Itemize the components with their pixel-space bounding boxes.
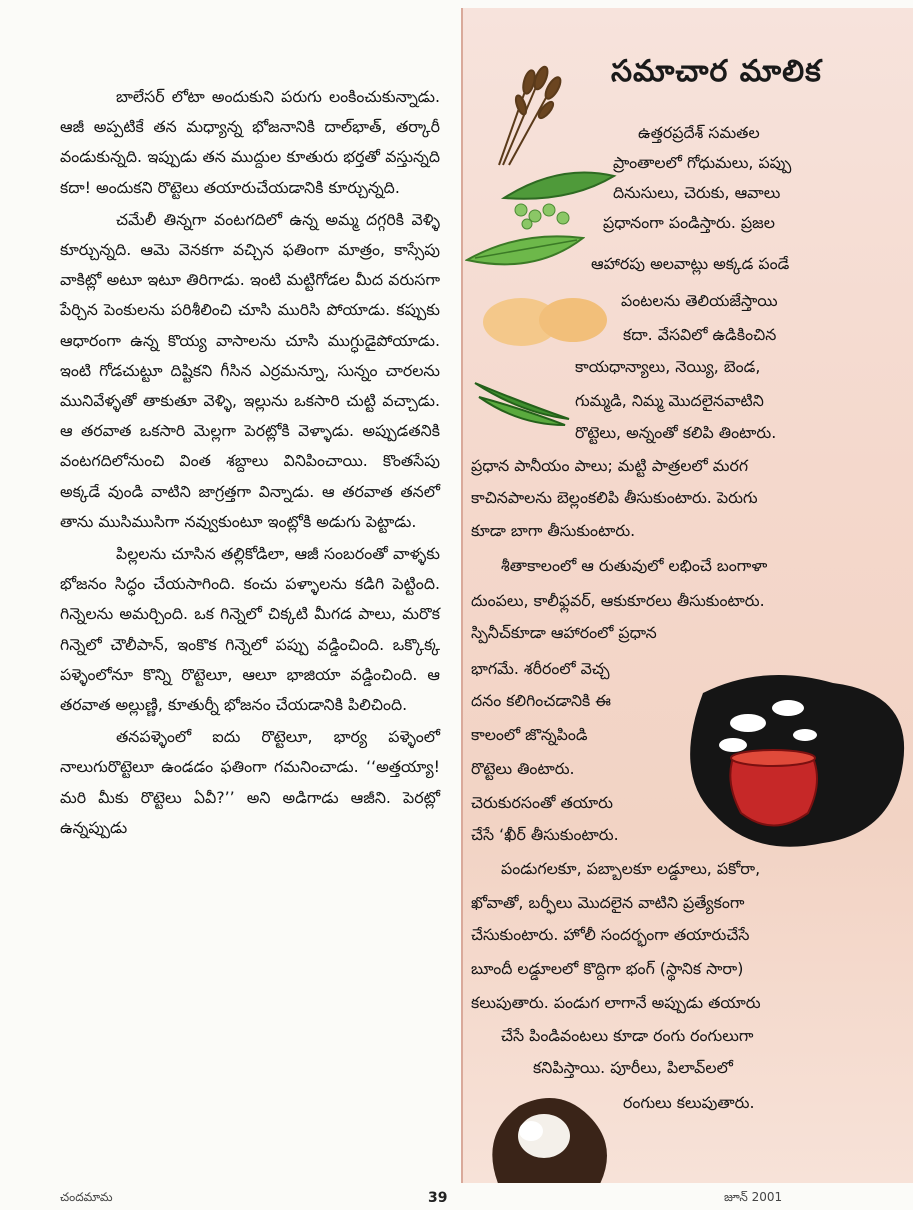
- info-line: రొట్టెలు, అన్నంతో కలిపి తింటారు.: [575, 423, 777, 442]
- info-line: రొట్టెలు తింటారు.: [471, 759, 575, 778]
- story-paragraph-2: చమేలీ తిన్నగా వంటగదిలో ఉన్న అమ్మ దగ్గరికి వెళ్ళి కూర్చున్నది. ఆమె వెనకగా వచ్చిన ఫతింగా మాత్రం, కాస్సేపు వాకిట్లో అటూ ఇటూ తిరిగాడు. ఇంటి మట్టిగోడల మీద వరుసగా పేర్చిన పెంకులను పరిశీలించి చూసి మురిసి పోయాడు. కప్పుకు ఆధారంగా ఉన్న కొయ్య వాసాలను చూసి ముగ్ధుడైపోయాడు. ఇంటి గోడచుట్టూ దిష్టికని గీసిన ఎర్రమన్నూ, సున్నం చారలను మునివేళ్ళతో తాకుతూ వెళ్ళి, ఇల్లును ఒకసారి చుట్టి వచ్చాడు. ఆ తరవాత ఒకసారి మెల్లగా పెరట్లోకి వెళ్ళాడు. అప్పుడతనికి వంటగదిలోనుంచి వింత శబ్దాలు వినిపించాయి. కొంతసేపు అక్కడే వుండి వాటిని జాగ్రత్తగా విన్నాడు. ఆ తరవాత తనలో తాను ముసిముసిగా నవ్వుకుంటూ ఇంట్లోకి అడుగు పెట్టాడు.: [60, 209, 440, 531]
- info-line: పంటలను తెలియజేస్తాయి: [621, 291, 778, 310]
- info-line: భాగమే. శరీరంలో వెచ్చ: [471, 659, 610, 678]
- info-line: ఉత్తరప్రదేశ్ సమతల: [638, 123, 760, 142]
- story-paragraph-1: బాలేసర్ లోటా అందుకుని పరుగు లంకించుకున్నాడు. ఆజీ అప్పటికే తన మధ్యాన్న భోజనానికి దాల్‌భాత్, తర్కారీ వండుకున్నది. ఇప్పుడు తన ముద్దుల కూతురు భర్తతో వస్తున్నది కదా! అందుకని రొట్టెలు తయారుచేయడానికి కూర్చున్నది.: [60, 87, 440, 197]
- info-line: బూందీ లడ్డూలలో కొద్దిగా భంగ్ (స్థానిక సారా): [471, 959, 744, 978]
- info-line: చేసే ‘ఖీర్ తీసుకుంటారు.: [471, 825, 619, 844]
- wheat-icon: [491, 60, 571, 170]
- info-line: ప్రధాన పానీయం పాలు; మట్టి పాత్రలలో మరగ: [471, 456, 749, 475]
- beans-icon: [473, 373, 573, 428]
- info-line: చెరుకురసంతో తయారు: [471, 793, 613, 812]
- info-line: రంగులు కలుపుతారు.: [623, 1093, 755, 1112]
- info-line: పండుగలకూ, పబ్బాలకూ లడ్డూలు, పకోరా,: [501, 859, 761, 878]
- issue-date: జూన్ 2001: [724, 1190, 783, 1204]
- info-line: స్పినీచ్‌కూడా ఆహారంలో ప్రధాన: [471, 623, 657, 642]
- info-line: దుంపలు, కాలీఫ్లవర్, ఆకుకూరలు తీసుకుంటారు.: [471, 591, 765, 610]
- story-column: [60, 82, 440, 843]
- info-line: దనం కలిగించడానికి ఈ: [471, 691, 612, 710]
- info-line: ప్రాంతాలలో గోధుమలు, పప్పు: [613, 153, 792, 172]
- info-line: కూడా బాగా తీసుకుంటారు.: [471, 521, 636, 540]
- info-line: గుమ్మడి, నిమ్మ మొదలైనవాటిని: [575, 391, 764, 410]
- info-line: చేసే పిండివంటలు కూడా రంగు రంగులుగా: [501, 1026, 754, 1045]
- info-line: కలుపుతారు. పండుగ లాగానే అప్పుడు తయారు: [471, 993, 761, 1012]
- info-line: ఆహారపు అలవాట్లు అక్కడ పండే: [591, 254, 790, 273]
- story-paragraph-4: తనపళ్ళెంలో ఐదు రొట్టెలూ, భార్య పళ్ళెంలో నాలుగురొట్టెలూ ఉండడం ఫతింగా గమనించాడు. ‘‘అత్తయ్యా! మరి మీకు రొట్టెలు ఏవీ?’’ అని అడిగాడు ఆజీని. పెరట్లో ఉన్నప్పుడు: [60, 727, 440, 837]
- story-paragraph-3: పిల్లలను చూసిన తల్లికోడిలా, ఆజీ సంబరంతో వాళ్ళకు భోజనం సిద్ధం చేయసాగింది. కంచు పళ్ళాలను కడిగి పెట్టింది. గిన్నెలను అమర్చింది. ఒక గిన్నెలో చిక్కటి మీగడ పాలు, మరొక గిన్నెలో చౌలీపాన్, ఇంకొక గిన్నెలో పప్పు వడ్డించింది. ఒక్కొక్క పళ్ళెంలోనూ కొన్ని రొట్టెలూ, ఆలూ భాజియా వడ్డించింది. ఆ తరవాత అల్లుణ్ణి, కూతుర్నీ భోజనం చేయడానికి పిలిచింది.: [60, 544, 440, 715]
- info-line: కాయధాన్యాలు, నెయ్యి, బెండ,: [575, 357, 761, 376]
- potato-icon: [481, 290, 611, 355]
- flower-icon: [469, 1086, 619, 1183]
- magazine-name: చందమామ: [60, 1190, 113, 1204]
- page-number: 39: [428, 1190, 448, 1206]
- info-line: చేసుకుంటారు. హోలీ సందర్భంగా తయారుచేసే: [471, 925, 750, 944]
- info-line: శీతాకాలంలో ఆ రుతువులో లభించే బంగాళా: [501, 556, 768, 575]
- info-line: కాలంలో జొన్నపిండి: [471, 725, 588, 744]
- info-line: కనిపిస్తాయి. పూరీలు, పిలావ్‌లలో: [533, 1058, 733, 1077]
- info-line: కాచినపాలను బెల్లంకలిపి తీసుకుంటారు. పెరుగు: [471, 488, 758, 507]
- leaf-icon: [465, 230, 585, 280]
- pot-icon: [663, 663, 913, 863]
- info-line: దినుసులు, చెరుకు, ఆవాలు: [613, 183, 781, 202]
- info-line: ఖోవాతో, బర్ఫీలు మొదలైన వాటిని ప్రత్యేకంగా: [471, 893, 745, 912]
- panel-title: సమాచార మాలిక: [611, 54, 822, 89]
- pea-pod-icon: [499, 158, 619, 230]
- info-panel: [461, 8, 913, 1183]
- info-line: ప్రధానంగా పండిస్తారు. ప్రజల: [603, 213, 775, 232]
- info-line: కదా. వేసవిలో ఉడికించిన: [623, 325, 777, 344]
